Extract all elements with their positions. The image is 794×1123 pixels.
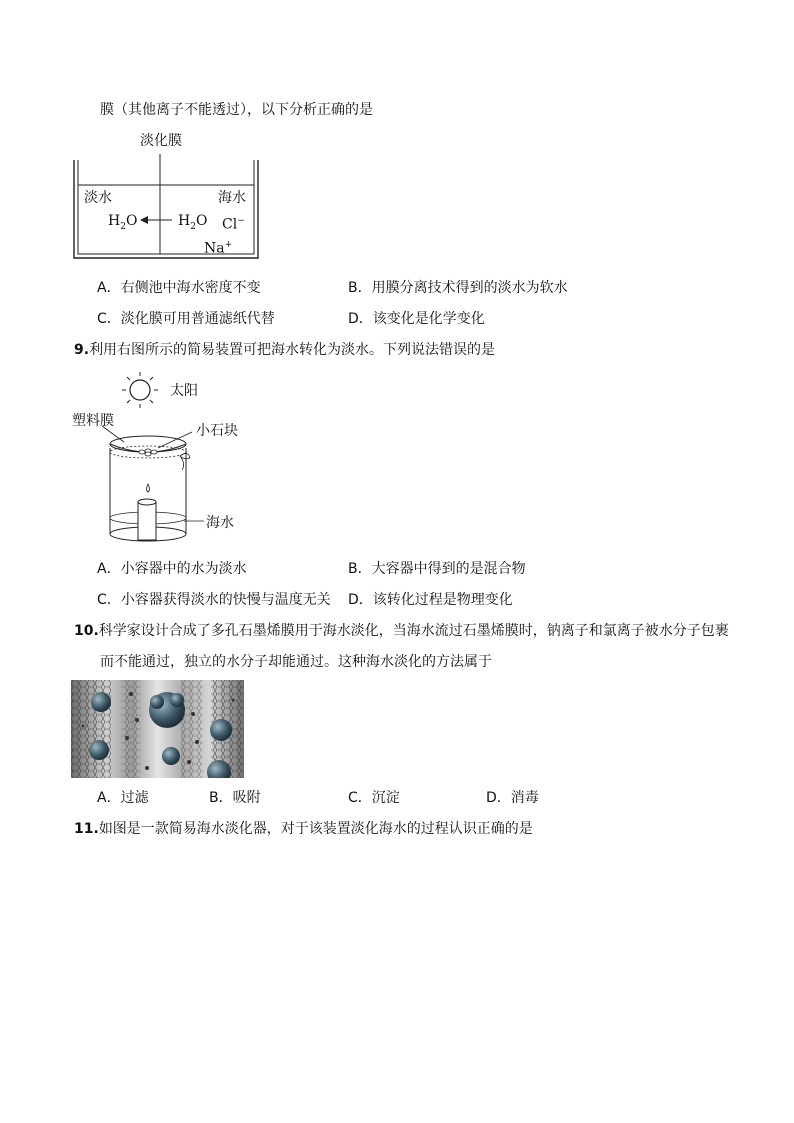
- arrow-head: [140, 216, 148, 224]
- sodium-ion: Na+: [204, 240, 233, 257]
- q8-option-b: B．用膜分离技术得到的淡水为软水: [348, 280, 568, 296]
- q8-option-d: D．该变化是化学变化: [348, 311, 485, 327]
- q8-option-a: A．右侧池中海水密度不变: [97, 280, 261, 296]
- seawater-label: 海水: [206, 515, 234, 531]
- q10-option-a: A．过滤: [97, 790, 149, 806]
- small-cup: [138, 502, 156, 540]
- q8-membrane-figure: [70, 130, 270, 265]
- chloride-ion: Cl−: [222, 216, 245, 233]
- q9-option-d: D．该转化过程是物理变化: [348, 592, 513, 608]
- q10-stem-line2: 而不能通过，独立的水分子却能通过。这种海水淡化的方法属于: [100, 654, 492, 670]
- q9-option-c: C．小容器获得淡水的快慢与温度无关: [97, 592, 331, 608]
- membrane-mid-right: [181, 680, 203, 778]
- q9-solar-still-figure: [70, 366, 270, 546]
- h2o-right: $H_2O$: [178, 213, 208, 232]
- graphene-illustration: [71, 680, 244, 778]
- fresh-water-label: 淡水: [84, 190, 112, 206]
- q10-option-d: D．消毒: [486, 790, 539, 806]
- q9-option-a: A．小容器中的水为淡水: [97, 561, 247, 577]
- water-drop: [147, 484, 150, 492]
- q10-option-c: C．沉淀: [348, 790, 400, 806]
- q10-stem-line1: 10.科学家设计合成了多孔石墨烯膜用于海水淡化，当海水流过石墨烯膜时，钠离子和氯离子被水分子包裹: [74, 623, 729, 639]
- membrane-label: 淡化膜: [140, 133, 182, 149]
- sea-water-label: 海水: [218, 190, 246, 206]
- sun-icon: [122, 372, 158, 408]
- q10-option-b: B．吸附: [209, 790, 261, 806]
- graphene-membrane-image: [71, 680, 244, 778]
- stone-leader: [158, 432, 192, 448]
- sun-label: 太阳: [170, 383, 198, 399]
- plastic-film-label: 塑料膜: [72, 413, 114, 429]
- q11-stem: 11.如图是一款简易海水淡化器，对于该装置淡化海水的过程认识正确的是: [74, 821, 533, 837]
- tie-knot: [180, 453, 190, 470]
- small-stone-label: 小石块: [196, 423, 238, 439]
- h2o-left: $H_2O$: [108, 213, 138, 232]
- q9-option-b: B．大容器中得到的是混合物: [348, 561, 526, 577]
- q8-stem-continuation: 膜（其他离子不能透过），以下分析正确的是: [100, 102, 373, 118]
- small-cup-rim: [138, 499, 156, 505]
- q8-option-c: C．淡化膜可用普通滤纸代替: [97, 311, 275, 327]
- q9-stem: 9.利用右图所示的简易装置可把海水转化为淡水。下列说法错误的是: [74, 342, 496, 358]
- small-stones: [139, 449, 157, 456]
